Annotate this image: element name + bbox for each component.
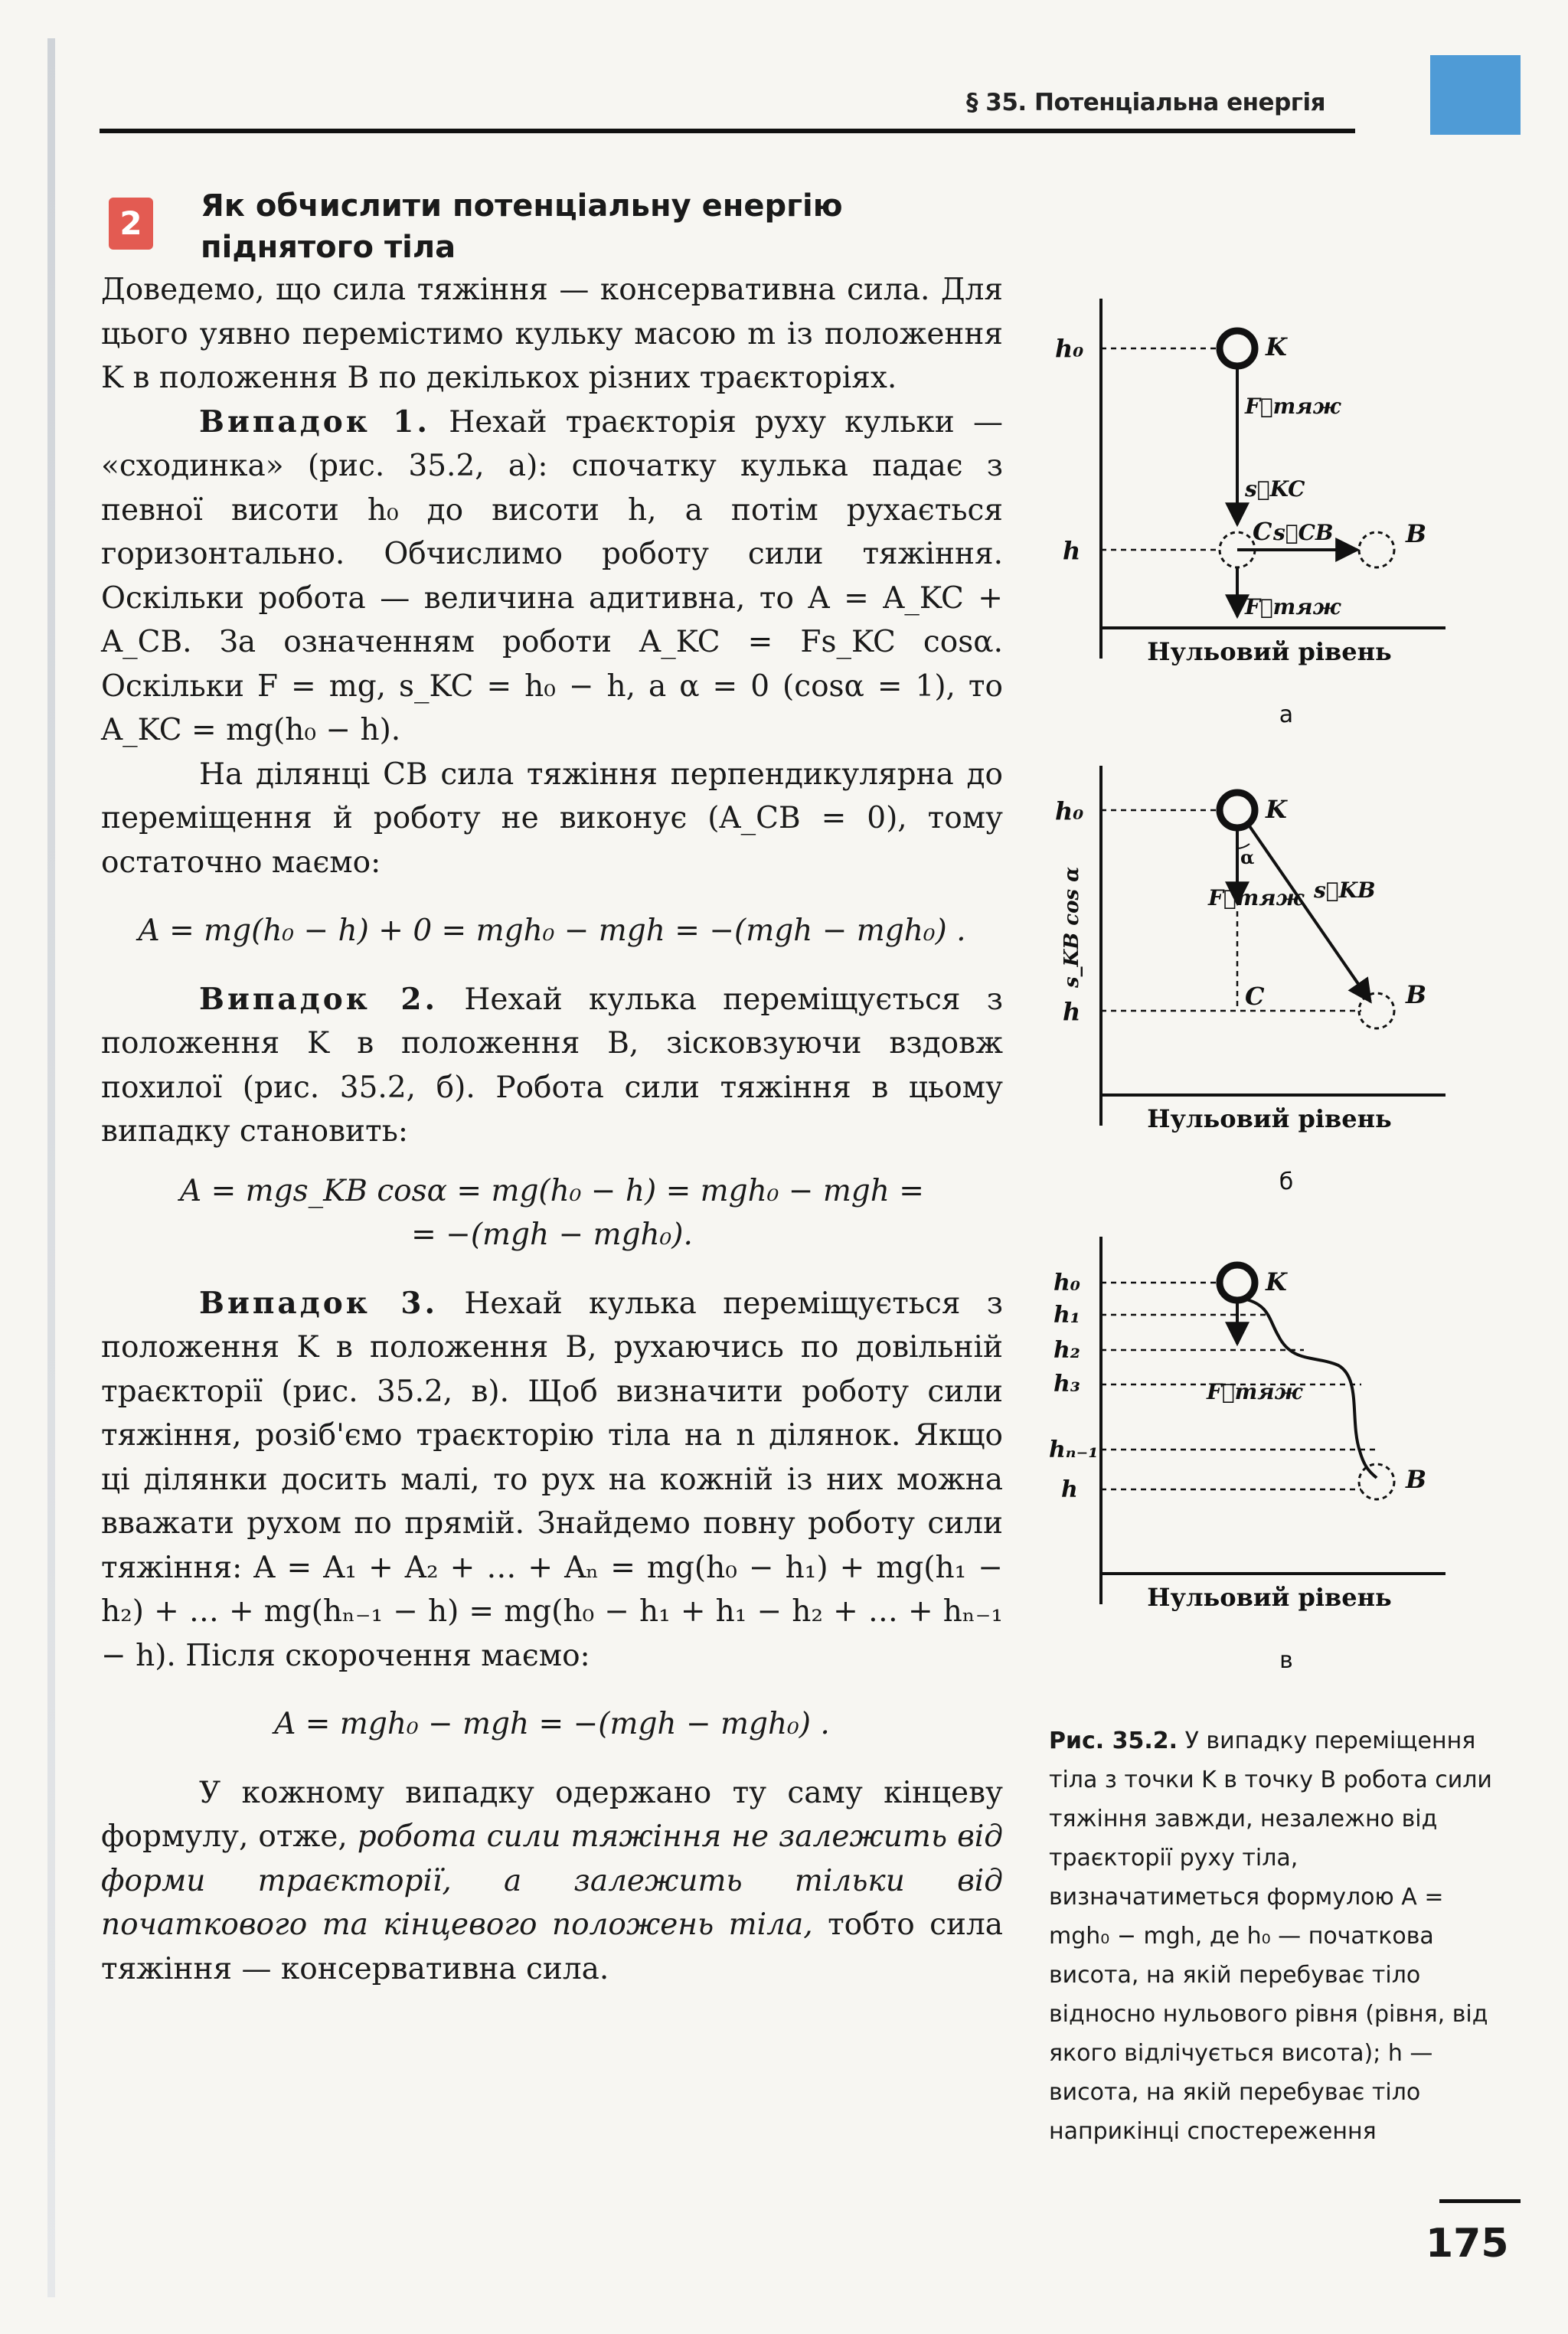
section-number-badge: 2 [109,198,153,250]
label-k: K [1266,1267,1287,1296]
label-k: K [1266,795,1287,824]
main-text [101,268,1003,1991]
label-h: h [1061,1476,1078,1503]
zero-level-label: Нульовий рівень [1147,637,1392,666]
label-h1: h₁ [1054,1302,1080,1329]
caption-label: Рис. 35.2. [1049,1728,1178,1754]
label-c: C [1253,517,1272,546]
case1-text: Нехай траєкторія руху кульки — «сходинка» (рис. 35.2, а): спочатку кулька падає з певної висоти h₀ до висоти h, а потім рухається горизонтально. Обчислимо роботу сили тяжіння. Оскільки робота — величина адитивна, то A = A_KC + A_CB. За означенням роботи A_KC = Fs_KC cosα. Оскільки F = mg, s_KC = h₀ − h, а α = 0 (cosα = 1), то A_KC = mg(h₀ − h). [101,404,1004,747]
label-c: C [1245,982,1265,1011]
case3-label: Випадок 3. [199,1285,439,1321]
displacement-kb-arrow [1248,824,1370,1002]
zero-level-label: Нульовий рівень [1147,1104,1392,1133]
case2-label: Випадок 2. [199,981,439,1017]
label-h2: h₂ [1054,1337,1080,1364]
formula-3: A = mgh₀ − mgh = −(mgh − mgh₀) . [274,1707,830,1741]
label-skc: s⃗KC [1245,476,1305,502]
label-gravity: F⃗тяж [1208,885,1305,910]
label-hn1: hₙ₋₁ [1049,1437,1099,1463]
figure-b [1040,758,1468,1210]
conclusion-start: У кожному випадку одержано ту саму кінцеву формулу, отже, [101,1775,1003,1854]
figure-c-letter: в [1279,1647,1293,1674]
label-alpha: α [1240,846,1255,868]
ball-b [1359,993,1394,1028]
conclusion-emphasis: робота сили тяжіння не залежить від форми траєкторії, а залежить тільки від початкового та кінцевого положень тіла, [101,1819,1003,1942]
label-gravity-top: F⃗тяж [1245,394,1341,419]
header-rule [100,129,1355,133]
formula-2b: = −(mgh − mgh₀). [411,1218,693,1252]
label-b: B [1406,519,1427,548]
ball-b [1359,532,1394,567]
case3-text: Нехай кулька переміщується з положення K в положення B, рухаючись по довільній траєкторії (рис. 35.2, в). Щоб визначити роботу сили тяжіння, розіб'ємо траєкторію тіла на n ділянок. Якщо ці ділянки досить малі, то рух на кожній із них можна вважати рухом по прямій. Знайдемо повну роботу сили тяжіння: A = A₁ + A₂ + … + Aₙ = mg(h₀ − h₁) + mg(h₁ − h₂) + … + mg(hₙ₋₁ − h) = mg(h₀ − h₁ + h₁ − h₂ + … + hₙ₋₁ − h). Після скорочення маємо: [101,1286,1003,1673]
label-skb: s⃗KB [1314,878,1376,903]
ball-k [1220,793,1255,828]
label-b: B [1406,980,1427,1009]
figure-a [1040,291,1468,743]
figure-c [1040,1229,1468,1681]
cb-paragraph: На ділянці CB сила тяжіння перпендикулярна до переміщення й роботу не виконує (A_CB = 0), тому остаточно маємо: [101,757,1003,880]
conclusion-paragraph [101,1771,1003,1992]
label-h: h [1063,536,1081,565]
page-margin-strip [47,38,55,2297]
zero-level-label: Нульовий рівень [1147,1583,1392,1612]
label-h3: h₃ [1054,1371,1080,1397]
label-b: B [1406,1465,1427,1494]
label-side: s_KB cos α [1060,866,1083,988]
label-scb: s⃗CB [1273,520,1334,545]
page-number-rule [1439,2199,1521,2203]
ball-k [1220,1265,1255,1300]
ball-b [1359,1464,1394,1499]
case2-text: Нехай кулька переміщується з положення K в положення B, зісковзуючи вздовж похилої (рис. 35.2, б). Робота сили тяжіння в цьому випадку становить: [101,982,1003,1149]
conclusion-end: тобто сила тяжіння — консервативна сила. [101,1907,1003,1986]
figure-caption [1049,1721,1508,2151]
formula-1: A = mg(h₀ − h) + 0 = mgh₀ − mgh = −(mgh − mgh₀) . [138,914,966,948]
chapter-tab [1430,55,1521,135]
case2-paragraph [101,978,1003,1154]
page-number: 175 [1426,2221,1509,2267]
intro-paragraph: Доведемо, що сила тяжіння — консервативна сила. Для цього уявно перемістимо кульку масою m із положення K в положення B по декількох різних траєкторіях. [101,273,1003,395]
label-k: K [1266,332,1287,361]
label-h: h [1063,997,1081,1026]
case1-paragraph [101,400,1003,753]
formula-2a: A = mgs_KB cosα = mg(h₀ − h) = mgh₀ − mgh = [180,1173,924,1208]
figure-b-letter: б [1279,1169,1294,1195]
case3-paragraph [101,1282,1003,1679]
case1-label: Випадок 1. [199,404,430,440]
running-header: § 35. Потенціальна енергія [966,89,1325,116]
label-h0: h₀ [1055,334,1084,363]
section-title: Як обчислити потенціальну енергію піднятого тіла [201,188,843,265]
label-h0: h₀ [1054,1270,1080,1296]
ball-k [1220,331,1255,366]
label-gravity: F⃗тяж [1207,1379,1303,1404]
figure-a-letter: а [1279,701,1294,728]
caption-text: У випадку переміщення тіла з точки K в точку B робота сили тяжіння завжди, незалежно від траєкторії руху тіла, визначатиметься формулою A = mgh₀ − mgh, де h₀ — початкова висота, на якій перебуває тіло відносно нульового рівня (рівня, від якого відлічується висота); h — висота, на якій перебуває тіло наприкінці спостереження [1049,1728,1492,2145]
label-h0: h₀ [1055,796,1084,825]
label-gravity-bottom: F⃗тяж [1245,594,1341,619]
